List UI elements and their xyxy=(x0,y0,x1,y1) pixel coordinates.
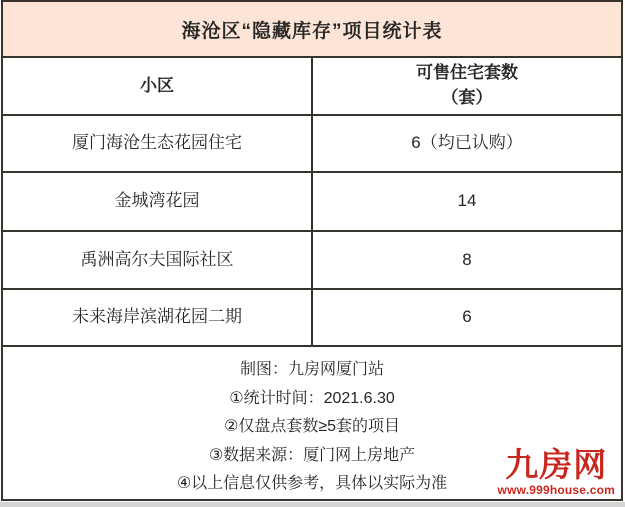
table-row xyxy=(3,290,621,347)
credit-line: 制图：九房网厦门站 xyxy=(239,361,384,378)
bottom-edge-strip xyxy=(0,502,625,507)
cell-unit-count xyxy=(313,232,621,288)
cell-unit-count xyxy=(313,290,621,345)
project-name-text: 厦门海沧生态花园住宅 xyxy=(72,133,242,153)
page-title: 海沧区“隐藏库存”项目统计表 xyxy=(181,20,443,42)
cell-project-name xyxy=(3,232,313,288)
footnote-1: ①统计时间：2021.6.30 xyxy=(229,389,395,407)
footnote-2: ②仅盘点套数≥5套的项目 xyxy=(223,418,401,435)
table-frame xyxy=(1,0,623,501)
column-header-units-line1: 可售住宅套数 xyxy=(416,63,518,83)
cell-unit-count xyxy=(313,173,621,230)
unit-count-text: 6 xyxy=(462,307,472,327)
site-logo-wordmark: 九房网 xyxy=(505,448,608,484)
column-header-community-label: 小区 xyxy=(140,75,174,95)
table-title-bar xyxy=(3,2,621,58)
table-header-row xyxy=(3,58,621,116)
project-name-text: 禹洲高尔夫国际社区 xyxy=(80,249,234,269)
cell-project-name xyxy=(3,116,313,171)
data-table xyxy=(3,58,621,347)
cell-project-name xyxy=(3,173,313,230)
project-name-text: 金城湾花园 xyxy=(114,191,200,211)
column-header-units-line2: （套） xyxy=(441,88,493,107)
table-row xyxy=(3,173,621,232)
footnote-4: ④以上信息仅供参考，具体以实际为准 xyxy=(176,475,448,492)
project-name-text: 未来海岸滨湖花园二期 xyxy=(72,307,242,327)
site-logo-url: www.999house.com xyxy=(497,483,615,497)
footnote-3: ③数据来源：厦门网上房地产 xyxy=(208,446,416,464)
footnotes-section xyxy=(3,347,621,496)
cell-project-name xyxy=(3,290,313,345)
column-header-units xyxy=(313,58,621,114)
table-row xyxy=(3,116,621,173)
unit-count-text: 14 xyxy=(457,191,477,211)
column-header-community xyxy=(3,58,313,114)
unit-count-text: 6（均已认购） xyxy=(411,133,523,153)
table-row xyxy=(3,232,621,290)
unit-count-text: 8 xyxy=(462,249,472,269)
cell-unit-count xyxy=(313,116,621,171)
site-logo xyxy=(498,450,615,496)
